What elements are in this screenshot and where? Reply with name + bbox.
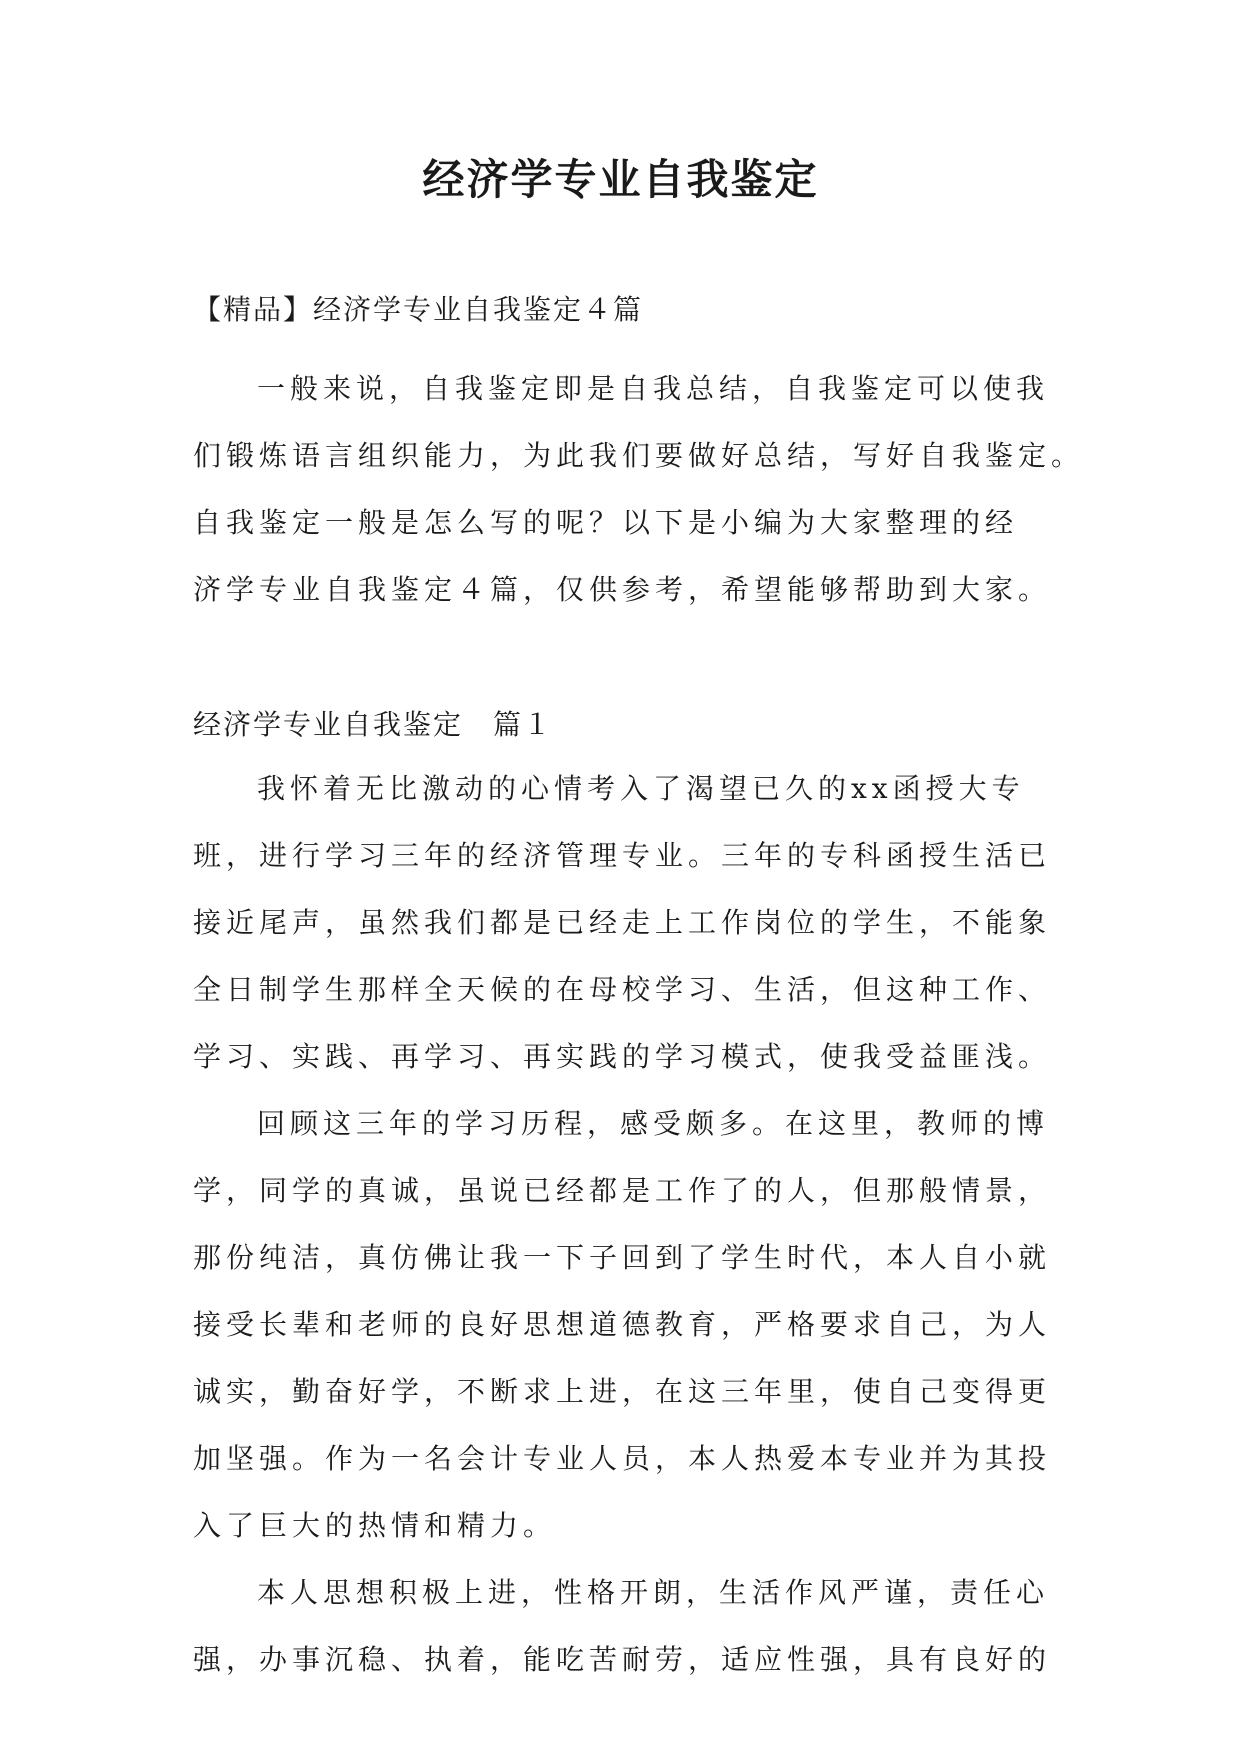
document-title: 经济学专业自我鉴定 — [422, 155, 819, 204]
intro-paragraph — [193, 355, 1085, 623]
paragraph-line: 那份纯洁，真仿佛让我一下子回到了学生时代，本人自小就 — [193, 1241, 1052, 1274]
paragraph-line: 加坚强。作为一名会计专业人员，本人热爱本专业并为其投 — [193, 1442, 1052, 1475]
section-heading: 经济学专业自我鉴定 篇１ — [193, 708, 554, 741]
paragraph-line: 班，进行学习三年的经济管理专业。三年的专科函授生活已 — [193, 839, 1052, 872]
paragraph-line: 一般来说，自我鉴定即是自我总结，自我鉴定可以使我 — [257, 372, 1050, 405]
paragraph-line: 们锻炼语言组织能力，为此我们要做好总结，写好自我鉴定。 — [193, 439, 1085, 472]
paragraph-line: 接近尾声，虽然我们都是已经走上工作岗位的学生，不能象 — [193, 906, 1052, 939]
paragraph-line: 诚实，勤奋好学，不断求上进，在这三年里，使自己变得更 — [193, 1375, 1052, 1408]
paragraph-line: 回顾这三年的学习历程，感受颇多。在这里，教师的博 — [257, 1107, 1050, 1140]
section-body — [193, 755, 1073, 1693]
paragraph-line: 本人思想积极上进，性格开朗，生活作风严谨，责任心 — [257, 1576, 1050, 1609]
document-subtitle: 【精品】经济学专业自我鉴定４篇 — [193, 293, 644, 326]
paragraph-line: 济学专业自我鉴定４篇，仅供参考，希望能够帮助到大家。 — [193, 573, 1052, 606]
paragraph-line: 学习、实践、再学习、再实践的学习模式，使我受益匪浅。 — [193, 1040, 1052, 1073]
paragraph-line: 全日制学生那样全天候的在母校学习、生活，但这种工作、 — [193, 973, 1052, 1006]
paragraph-line: 强，办事沉稳、执着，能吃苦耐劳，适应性强，具有良好的 — [193, 1643, 1052, 1676]
paragraph-line: 学，同学的真诚，虽说已经都是工作了的人，但那般情景， — [193, 1174, 1052, 1207]
paragraph-line: 自我鉴定一般是怎么写的呢？以下是小编为大家整理的经 — [193, 506, 1019, 539]
paragraph-line: 入了巨大的热情和精力。 — [193, 1509, 557, 1542]
paragraph-line: 接受长辈和老师的良好思想道德教育，严格要求自己，为人 — [193, 1308, 1052, 1341]
paragraph-line: 我怀着无比激动的心情考入了渴望已久的xx函授大专 — [257, 772, 1025, 805]
